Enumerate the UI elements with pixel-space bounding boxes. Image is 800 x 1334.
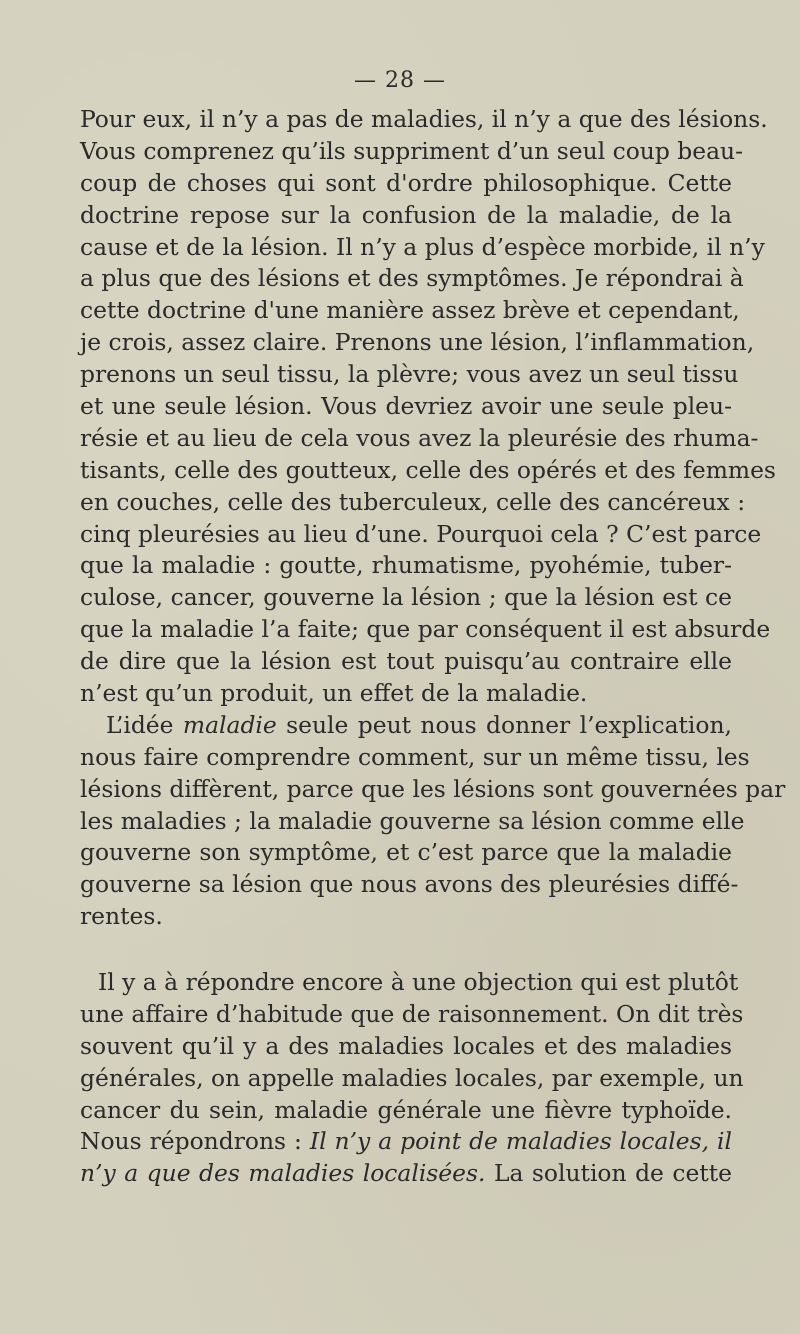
text-line: cause et de la lésion. Il n’y a plus d’espèce morbide, il n’y xyxy=(80,232,765,261)
italic-quote: n’y a que des maladies localisées. xyxy=(80,1159,486,1188)
text-run: Nous répondrons : xyxy=(80,1127,310,1156)
text-line: culose, cancer, gouverne la lésion ; que la lésion est ce xyxy=(80,583,732,612)
text-line: gouverne son symptôme, et c’est parce que la maladie xyxy=(80,838,732,867)
text-line: que la maladie l’a faite; que par conséquent il est absurde xyxy=(80,615,771,644)
text-line: Vous comprenez qu’ils suppriment d’un seul coup beau- xyxy=(80,136,744,165)
text-line: prenons un seul tissu, la plèvre; vous avez un seul tissu xyxy=(80,360,739,389)
text-line: je crois, assez claire. Prenons une lésion, l’inflammation, xyxy=(80,328,755,357)
text-line: en couches, celle des tuberculeux, celle des cancéreux : xyxy=(80,487,746,516)
text-line: Pour eux, il n’y a pas de maladies, il n’y a que des lésions. xyxy=(80,105,768,133)
text-line: générales, on appelle maladies locales, par exemple, un xyxy=(80,1063,744,1092)
text-line: cinq pleurésies au lieu d’une. Pourquoi cela ? C’est parce xyxy=(80,519,762,548)
text-line: tisants, celle des goutteux, celle des opérés et des femmes xyxy=(80,455,776,484)
text-line: coup de choses qui sont d'ordre philosophique. Cette xyxy=(80,168,732,197)
text-run: L’idée xyxy=(106,710,183,739)
italic-quote: Il n’y a point de maladies locales, il xyxy=(309,1127,732,1156)
text-line: de dire que la lésion est tout puisqu’au contraire elle xyxy=(80,647,732,676)
text-line: que la maladie : goutte, rhumatisme, pyohémie, tuber- xyxy=(80,551,732,580)
italic-term: maladie xyxy=(182,710,277,739)
text-line: gouverne sa lésion que nous avons des pleurésies diffé- xyxy=(80,870,739,899)
text-line: a plus que des lésions et des symptômes. Je répondrai à xyxy=(80,264,744,293)
text-line: doctrine repose sur la confusion de la maladie, de la xyxy=(80,200,732,229)
text-line: et une seule lésion. Vous devriez avoir une seule pleu- xyxy=(80,392,732,421)
text-line: nous faire comprendre comment, sur un même tissu, les xyxy=(80,742,750,771)
body-text-continued xyxy=(80,967,744,1190)
text-line: cancer du sein, maladie générale une fièvre typhoïde. xyxy=(80,1095,732,1124)
text-line xyxy=(80,1126,732,1158)
text-run: La solution de cette xyxy=(485,1159,732,1188)
body-text xyxy=(80,104,786,933)
text-line: les maladies ; la maladie gouverne sa lésion comme elle xyxy=(80,806,745,835)
text-line: souvent qu’il y a des maladies locales et des maladies xyxy=(80,1031,732,1060)
page-number: — 28 — xyxy=(354,68,446,93)
text-line: une affaire d’habitude que de raisonnement. On dit très xyxy=(80,999,744,1028)
text-line: Il y a à répondre encore à une objection qui est plutôt xyxy=(98,968,739,996)
text-line: résie et au lieu de cela vous avez la pleurésie des rhuma- xyxy=(80,423,759,452)
text-line: rentes. xyxy=(80,902,163,931)
text-line xyxy=(80,1158,732,1190)
text-line: n’est qu’un produit, un effet de la maladie. xyxy=(80,679,588,708)
text-run: seule peut nous donner l’explication, xyxy=(276,710,732,739)
paragraph-first-line xyxy=(80,710,732,742)
text-line: cette doctrine d'une manière assez brève et cependant, xyxy=(80,296,740,325)
text-line: lésions diffèrent, parce que les lésions sont gouvernées par xyxy=(80,774,786,803)
